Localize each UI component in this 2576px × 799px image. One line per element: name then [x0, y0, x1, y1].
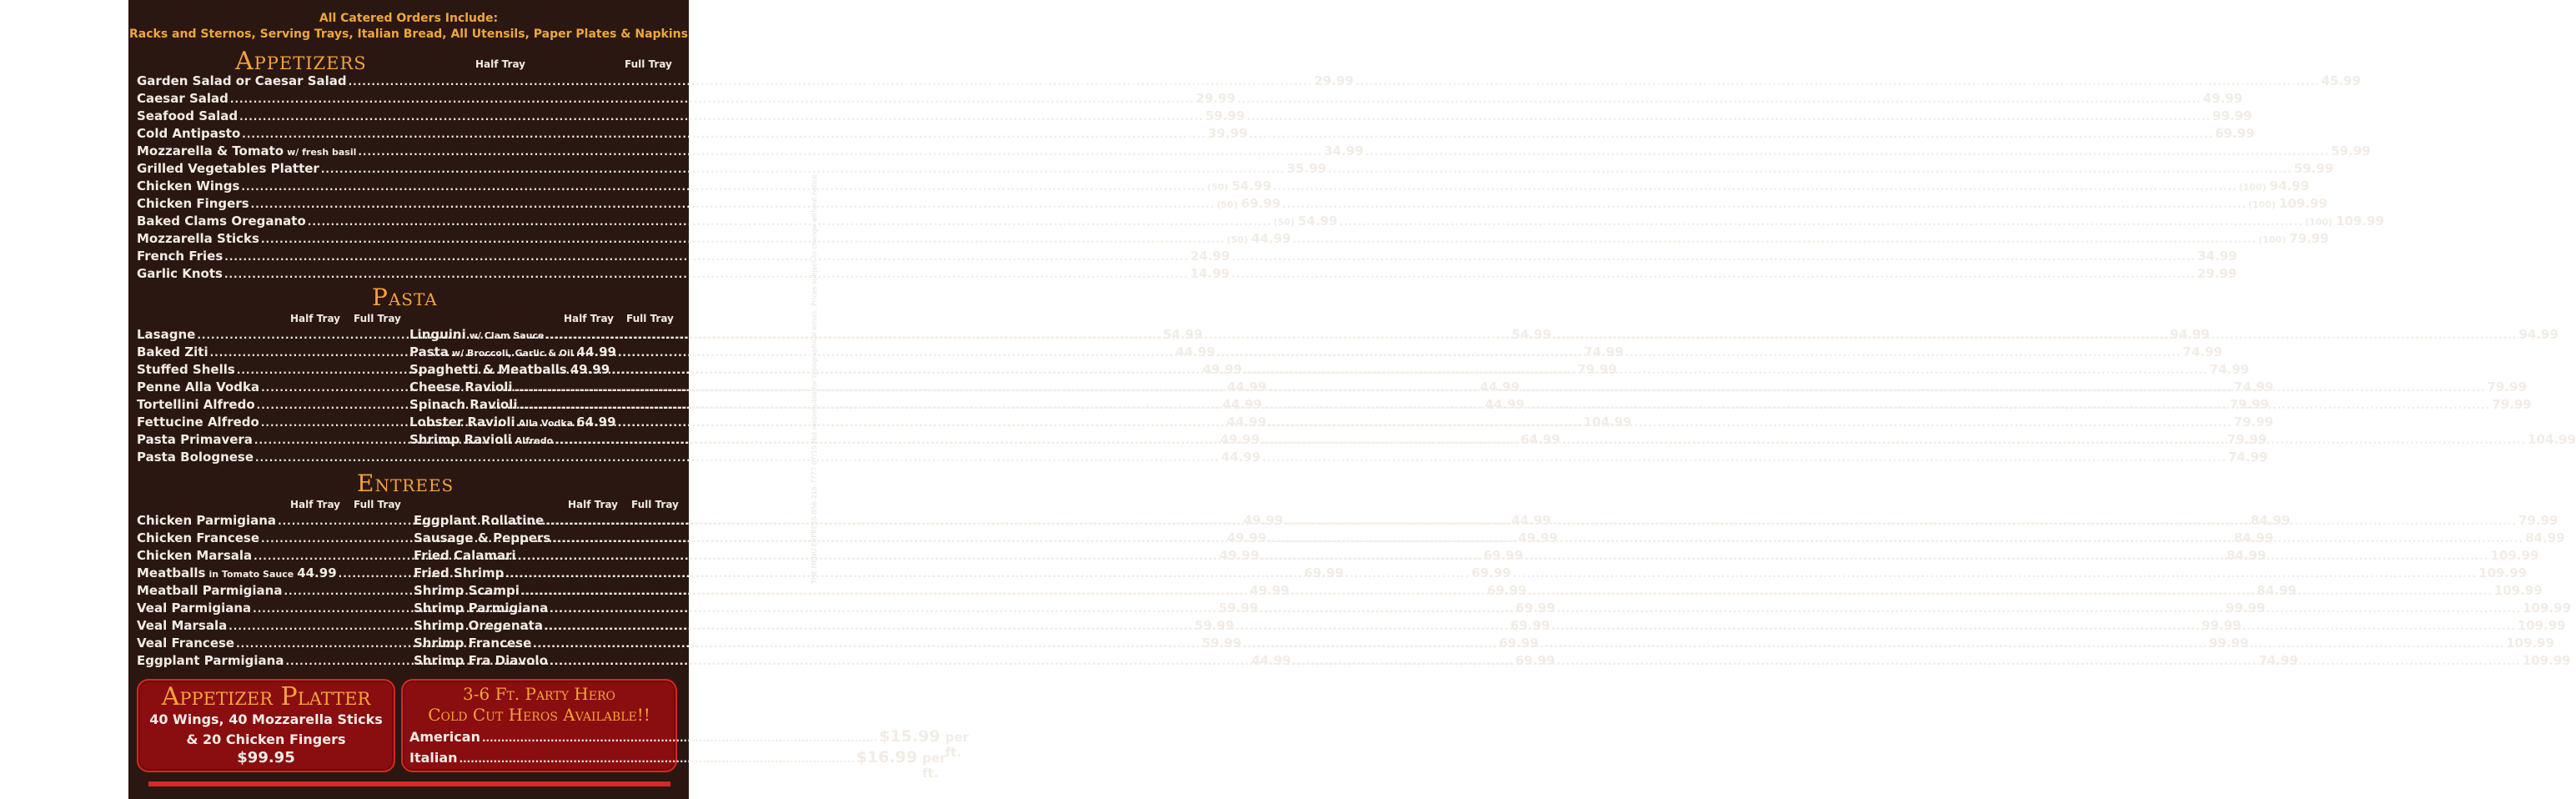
- entrees-row: [414, 565, 2528, 582]
- half-count: (50): [1207, 182, 1228, 193]
- item-name: Grilled Vegetables Platter: [137, 161, 319, 176]
- half-price: 64.99: [1520, 432, 1560, 447]
- half-price: 54.99: [1511, 327, 1552, 342]
- leader-dots: [224, 269, 1188, 280]
- appetizer-row: [137, 214, 2384, 230]
- half-price: 29.99: [1313, 73, 1354, 88]
- full-price: 79.99: [2492, 397, 2532, 412]
- entrees-row: [414, 530, 2565, 547]
- leader-dots: [1557, 656, 2521, 667]
- leader-dots: [321, 163, 1285, 175]
- pasta-left-full-label: Full Tray: [354, 313, 401, 324]
- leader-dots: [1553, 515, 2517, 527]
- full-price: 99.99: [2208, 636, 2249, 651]
- pasta-row: [409, 344, 1624, 361]
- item-note: w/ Clam Sauce: [469, 330, 545, 341]
- leader-dots: [1232, 269, 2196, 280]
- half-price: 54.99: [1231, 178, 1272, 193]
- leader-dots: [459, 753, 855, 765]
- full-price: 84.99: [2233, 530, 2274, 545]
- full-price: 109.99: [2517, 618, 2566, 633]
- full-price: 29.99: [2197, 266, 2237, 281]
- platter-line-2: & 20 Chicken Fingers: [186, 731, 346, 747]
- half-price: 64.99: [576, 415, 616, 430]
- half-price: 44.99: [1227, 379, 1267, 394]
- half-price: 44.99: [1251, 231, 1291, 246]
- hero-subtitle: Cold Cut Heros Available!!: [428, 705, 650, 725]
- leader-dots: [1263, 452, 2227, 464]
- leader-dots: [545, 515, 1509, 527]
- full-price: 45.99: [2321, 73, 2361, 88]
- leader-dots: [255, 452, 1219, 464]
- appetizer-platter-box: [137, 679, 395, 772]
- entrees-right-half-label: Half Tray: [568, 499, 618, 510]
- leader-dots: [1553, 329, 2517, 341]
- item-name: Chicken Francese: [137, 530, 260, 545]
- full-price: 109.99: [2336, 214, 2384, 229]
- full-price: 99.99: [2202, 618, 2242, 633]
- half-price: 69.99: [1241, 196, 1281, 211]
- full-price: 84.99: [2525, 530, 2565, 545]
- half-price: 69.99: [1515, 601, 1555, 616]
- disclaimer-note: THE MENU EXPRESS 856-216-7777 07/19 Not responsible for typographical errors. Prices subject to change without notice.: [811, 172, 818, 584]
- leader-dots: [1559, 533, 2523, 545]
- full-price: 109.99: [2478, 565, 2528, 580]
- leader-dots: [308, 216, 1272, 228]
- leader-dots: [1526, 400, 2490, 411]
- leader-dots: [555, 435, 1519, 446]
- leader-dots: [241, 181, 1205, 193]
- item-name: Pasta: [409, 344, 449, 359]
- item-name: Caesar Salad: [137, 91, 228, 106]
- leader-dots: [611, 364, 1575, 376]
- pasta-title: Pasta: [372, 284, 438, 311]
- item-name: French Fries: [137, 249, 223, 264]
- leader-dots: [1355, 76, 2319, 88]
- item-name: Pasta Primavera: [137, 432, 253, 447]
- leader-dots: [1521, 382, 2485, 394]
- half-price: 49.99: [1243, 513, 1283, 528]
- leader-dots: [1540, 638, 2504, 650]
- full-price: 109.99: [2490, 548, 2539, 563]
- half-price: 44.99: [1221, 450, 1261, 465]
- half-price: 49.99: [1219, 548, 1259, 563]
- leader-dots: [482, 732, 877, 744]
- full-price: 104.99: [1583, 415, 1632, 430]
- half-price: 39.99: [1208, 126, 1248, 141]
- item-name: Chicken Marsala: [137, 548, 253, 563]
- catering-menu: [128, 0, 2576, 799]
- platter-line-1: 40 Wings, 40 Mozzarella Sticks: [149, 711, 383, 727]
- item-name: Eggplant Parmigiana: [137, 653, 284, 668]
- leader-dots: [519, 400, 1483, 411]
- full-price: 94.99: [2170, 327, 2210, 342]
- full-count: (100): [2238, 182, 2267, 193]
- half-price: 59.99: [1202, 636, 1242, 651]
- half-count: (50): [1227, 234, 1248, 245]
- item-name: Meatball Parmigiana: [137, 583, 283, 598]
- half-count: (50): [1273, 217, 1295, 228]
- half-price: 54.99: [1162, 327, 1203, 342]
- item-name: Tortellini Alfredo: [137, 397, 255, 412]
- half-price: 44.99: [1222, 397, 1263, 412]
- full-price: 79.99: [2233, 415, 2274, 430]
- item-name: Sausage & Peppers: [414, 530, 551, 545]
- item-name: Garden Salad or Caesar Salad: [137, 73, 347, 88]
- item-name: Chicken Wings: [137, 178, 240, 193]
- leader-dots: [550, 656, 1514, 667]
- full-price: 74.99: [2227, 450, 2268, 465]
- hero-item-price: $15.99: [879, 727, 941, 746]
- full-price: 109.99: [2493, 583, 2543, 598]
- item-name: Chicken Parmigiana: [137, 513, 277, 528]
- leader-dots: [1562, 435, 2526, 446]
- half-price: 49.99: [1227, 530, 1267, 545]
- half-price: 34.99: [1323, 143, 1364, 158]
- leader-dots: [550, 603, 1514, 615]
- pasta-row: [409, 362, 1617, 379]
- appetizer-row: [137, 178, 2310, 195]
- leader-dots: [358, 146, 1322, 158]
- appetizer-row: [137, 108, 2252, 125]
- item-name: Meatballs: [137, 565, 206, 580]
- appetizer-row: [137, 249, 2237, 265]
- item-name: Mozzarella Sticks: [137, 231, 259, 246]
- full-price: 79.99: [1577, 362, 1617, 377]
- half-price: 44.99: [576, 344, 616, 359]
- leader-dots: [1529, 585, 2493, 597]
- leader-dots: [545, 621, 1509, 632]
- pasta-left-half-label: Half Tray: [290, 313, 340, 324]
- leader-dots: [1238, 93, 2202, 105]
- leader-dots: [1232, 251, 2196, 263]
- leader-dots: [1247, 111, 2211, 123]
- item-name: Veal Parmigiana: [137, 601, 252, 616]
- half-price: 44.99: [1479, 379, 1520, 394]
- full-price: 34.99: [2197, 249, 2237, 264]
- full-count: (100): [2258, 234, 2287, 245]
- item-name: Linguini: [409, 327, 466, 342]
- appetizer-row: [137, 143, 2371, 160]
- full-price: 74.99: [2233, 379, 2274, 394]
- item-name: Stuffed Shells: [137, 362, 235, 377]
- entrees-left-full-label: Full Tray: [354, 499, 401, 510]
- leader-dots: [1557, 603, 2521, 615]
- half-price: 59.99: [1194, 618, 1234, 633]
- item-name: Chicken Fingers: [137, 196, 249, 211]
- leader-dots: [251, 198, 1215, 210]
- item-name: Baked Clams Oreganato: [137, 214, 306, 229]
- leader-dots: [349, 76, 1313, 88]
- item-name: Mozzarella & Tomato: [137, 143, 284, 158]
- hero-title: 3-6 Ft. Party Hero: [463, 684, 615, 704]
- leader-dots: [1328, 163, 2292, 175]
- half-price: 69.99: [1483, 548, 1524, 563]
- party-hero-box: [401, 679, 969, 781]
- leader-dots: [618, 417, 1582, 429]
- item-name: Cold Antipasto: [137, 126, 241, 141]
- appetizers-title: Appetizers: [235, 47, 367, 76]
- leader-dots: [1293, 234, 2257, 245]
- item-name: Spinach Ravioli: [409, 397, 518, 412]
- leader-dots: [224, 251, 1188, 263]
- leader-dots: [242, 128, 1206, 140]
- half-price: 44.99: [297, 565, 337, 580]
- full-price: 84.99: [2226, 548, 2267, 563]
- half-price: 69.99: [1515, 653, 1555, 668]
- half-price: 49.99: [570, 362, 610, 377]
- leader-dots: [515, 382, 1479, 394]
- item-name: Baked Ziti: [137, 344, 208, 359]
- appetizer-row: [137, 161, 2334, 178]
- full-price: 94.99: [2518, 327, 2558, 342]
- appetizers-full-label: Full Tray: [625, 58, 672, 70]
- full-price: 74.99: [2209, 362, 2250, 377]
- item-name: Spaghetti & Meatballs: [409, 362, 567, 377]
- full-price: 59.99: [2331, 143, 2371, 158]
- leader-dots: [518, 550, 1482, 562]
- item-name: Cheese Ravioli: [409, 379, 513, 394]
- item-name: Lobster Ravioli: [409, 415, 515, 430]
- pasta-row: [409, 327, 2558, 344]
- leader-dots: [1513, 568, 2477, 580]
- full-price: 79.99: [2518, 513, 2558, 528]
- half-price: 44.99: [1484, 397, 1525, 412]
- half-price: 14.99: [1190, 266, 1230, 281]
- half-price: 44.99: [1511, 513, 1551, 528]
- full-price: 79.99: [2487, 379, 2527, 394]
- item-name: Fried Shrimp: [414, 565, 505, 580]
- full-price: 74.99: [1584, 344, 1624, 359]
- item-name: Shrimp Oregenata: [414, 618, 543, 633]
- platter-title: Appetizer Platter: [161, 682, 371, 711]
- item-note: Alla Vodka: [518, 418, 574, 429]
- full-count: (100): [2247, 199, 2276, 210]
- leader-dots: [505, 568, 1469, 580]
- full-price: 109.99: [2506, 636, 2554, 651]
- full-price: 94.99: [2269, 178, 2310, 193]
- entrees-left-half-label: Half Tray: [290, 499, 340, 510]
- appetizer-row: [137, 231, 2329, 248]
- full-price: 49.99: [2202, 91, 2243, 106]
- leader-dots: [618, 347, 1582, 359]
- leader-dots: [1339, 216, 2303, 228]
- item-name: Seafood Salad: [137, 108, 239, 123]
- full-price: 109.99: [2278, 196, 2327, 211]
- full-price: 74.99: [2182, 344, 2222, 359]
- pasta-row: [137, 450, 2268, 466]
- half-price: 49.99: [1249, 583, 1290, 598]
- item-note: Alfredo: [515, 435, 554, 446]
- pasta-row: [409, 397, 2532, 414]
- catered-orders-includes: Racks and Sternos, Serving Trays, Italian Bread, All Utensils, Paper Plates & Napkins: [129, 28, 688, 41]
- item-note: in Tomato Sauce: [208, 569, 294, 580]
- half-price: 69.99: [1499, 636, 1539, 651]
- half-price: 54.99: [1298, 214, 1338, 229]
- item-name: Pasta Bolognese: [137, 450, 254, 465]
- leader-dots: [546, 329, 1510, 341]
- half-price: 69.99: [1510, 618, 1550, 633]
- half-count: (50): [1216, 199, 1238, 210]
- half-price: 59.99: [1218, 601, 1258, 616]
- item-name: Shrimp Francese: [414, 636, 532, 651]
- hero-item-name: American: [409, 729, 480, 745]
- half-price: 44.99: [1175, 344, 1216, 359]
- half-price: 49.99: [1203, 362, 1243, 377]
- item-name: Veal Francese: [137, 636, 235, 651]
- half-price: 49.99: [1518, 530, 1558, 545]
- half-price: 49.99: [1220, 432, 1260, 447]
- appetizer-row: [137, 73, 2361, 90]
- hero-item: [409, 748, 947, 781]
- leader-dots: [533, 638, 1497, 650]
- appetizers-half-label: Half Tray: [475, 58, 525, 70]
- pasta-right-half-label: Half Tray: [564, 313, 614, 324]
- appetizer-row: [137, 266, 2237, 283]
- hero-item-name: Italian: [409, 750, 458, 766]
- hero-item-unit: per ft.: [945, 730, 969, 760]
- leader-dots: [239, 111, 1203, 123]
- full-price: 99.99: [2225, 601, 2266, 616]
- pasta-right-full-label: Full Tray: [626, 313, 674, 324]
- full-price: 79.99: [2229, 397, 2269, 412]
- leader-dots: [1273, 181, 2237, 193]
- full-price: 104.99: [2528, 432, 2576, 447]
- leader-dots: [1249, 128, 2213, 140]
- item-name: Fried Calamari: [414, 548, 516, 563]
- leader-dots: [521, 585, 1485, 597]
- half-price: 59.99: [1205, 108, 1245, 123]
- full-price: 109.99: [2523, 601, 2572, 616]
- leader-dots: [1524, 550, 2488, 562]
- leader-dots: [1365, 146, 2329, 158]
- entrees-title: Entrees: [357, 470, 454, 497]
- half-price: 44.99: [1251, 653, 1292, 668]
- full-price: 74.99: [2258, 653, 2298, 668]
- half-price: 69.99: [1487, 583, 1527, 598]
- item-name: Shrimp Ravioli: [409, 432, 512, 447]
- leader-dots: [552, 533, 1516, 545]
- full-price: 79.99: [2289, 231, 2329, 246]
- leader-dots: [1283, 198, 2247, 210]
- item-name: Garlic Knots: [137, 266, 223, 281]
- entrees-right-full-label: Full Tray: [631, 499, 679, 510]
- item-name: Fettucine Alfredo: [137, 415, 259, 430]
- full-price: 84.99: [2250, 513, 2291, 528]
- appetizer-row: [137, 91, 2243, 108]
- full-price: 84.99: [2257, 583, 2297, 598]
- item-name: Penne Alla Vodka: [137, 379, 260, 394]
- full-price: 99.99: [2212, 108, 2252, 123]
- full-price: 79.99: [2227, 432, 2267, 447]
- full-price: 69.99: [2215, 126, 2255, 141]
- leader-dots: [230, 93, 1194, 105]
- half-price: 44.99: [1227, 415, 1267, 430]
- item-name: Shrimp Scampi: [414, 583, 520, 598]
- hero-item-price: $16.99: [856, 748, 917, 766]
- full-price: 59.99: [2293, 161, 2334, 176]
- leader-dots: [1552, 621, 2516, 632]
- item-name: Veal Marsala: [137, 618, 228, 633]
- hero-item-unit: per ft.: [921, 751, 947, 781]
- half-price: 29.99: [1196, 91, 1236, 106]
- half-price: 24.99: [1190, 249, 1230, 264]
- item-name: Lasagne: [137, 327, 196, 342]
- half-price: 35.99: [1287, 161, 1327, 176]
- half-price: 69.99: [1471, 565, 1511, 580]
- platter-price: $99.95: [237, 749, 295, 766]
- appetizer-row: [137, 126, 2255, 143]
- item-name: Shrimp Parmigiana: [414, 601, 549, 616]
- bottom-bar: [148, 781, 670, 786]
- appetizer-row: [137, 196, 2327, 213]
- full-price: 109.99: [2522, 653, 2571, 668]
- catered-orders-heading: All Catered Orders Include:: [319, 12, 499, 25]
- item-note: w/ fresh basil: [287, 147, 357, 158]
- leader-dots: [261, 234, 1225, 245]
- item-name: Shrimp Fra Diavolo: [414, 653, 548, 668]
- item-name: Eggplant Rollatine: [414, 513, 545, 528]
- full-count: (100): [2304, 217, 2333, 228]
- item-note: w/ Broccoli, Garlic & Oil: [451, 348, 574, 359]
- full-price: 69.99: [1303, 565, 1344, 580]
